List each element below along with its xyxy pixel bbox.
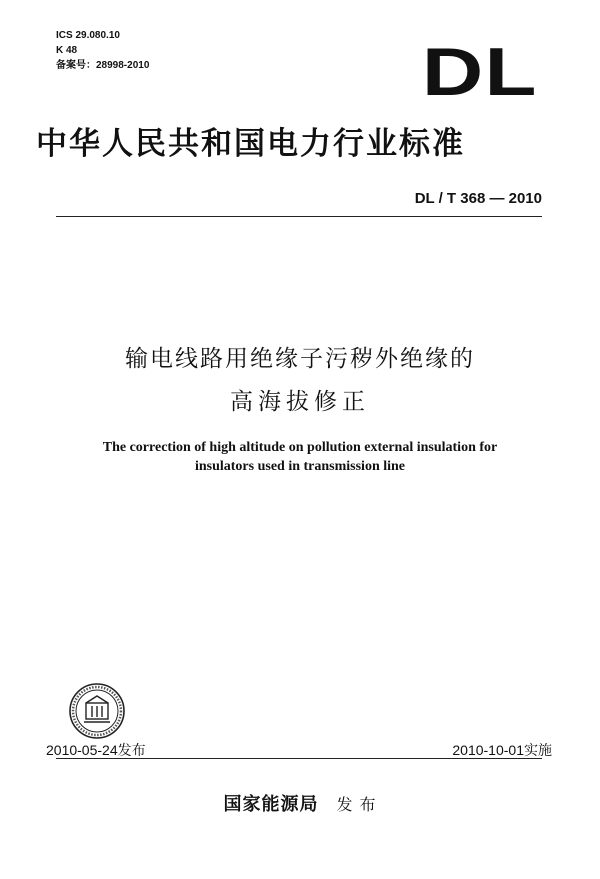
title-en-line2: insulators used in transmission line: [194, 459, 406, 474]
dl-logo: DL: [422, 34, 538, 110]
publish-date: 2010-05-24发布: [46, 742, 146, 758]
standard-number: DL / T 368 — 2010: [414, 190, 542, 207]
title-en: [0, 438, 600, 476]
issuer-action: 发 布: [336, 795, 377, 814]
top-divider: [56, 216, 542, 217]
ics-code: ICS 29.080.10: [56, 30, 120, 41]
publisher-seal-icon: [68, 682, 126, 740]
bottom-divider: [56, 758, 542, 759]
class-code: K 48: [56, 45, 78, 56]
title-en-line1: The correction of high altitude on pollution external insulation for: [102, 440, 498, 455]
org-title: 中华人民共和国电力行业标准: [36, 126, 465, 162]
issuer-line: [0, 790, 600, 816]
classification-block: [56, 28, 149, 73]
implement-date: 2010-10-01实施: [452, 742, 552, 758]
issuer-name: 国家能源局: [223, 794, 319, 815]
title-cn-line2: 高海拔修正: [230, 389, 370, 415]
record-number: 备案号：28998-2010: [56, 60, 150, 71]
title-cn-line1: 输电线路用绝缘子污秽外绝缘的: [125, 346, 475, 372]
